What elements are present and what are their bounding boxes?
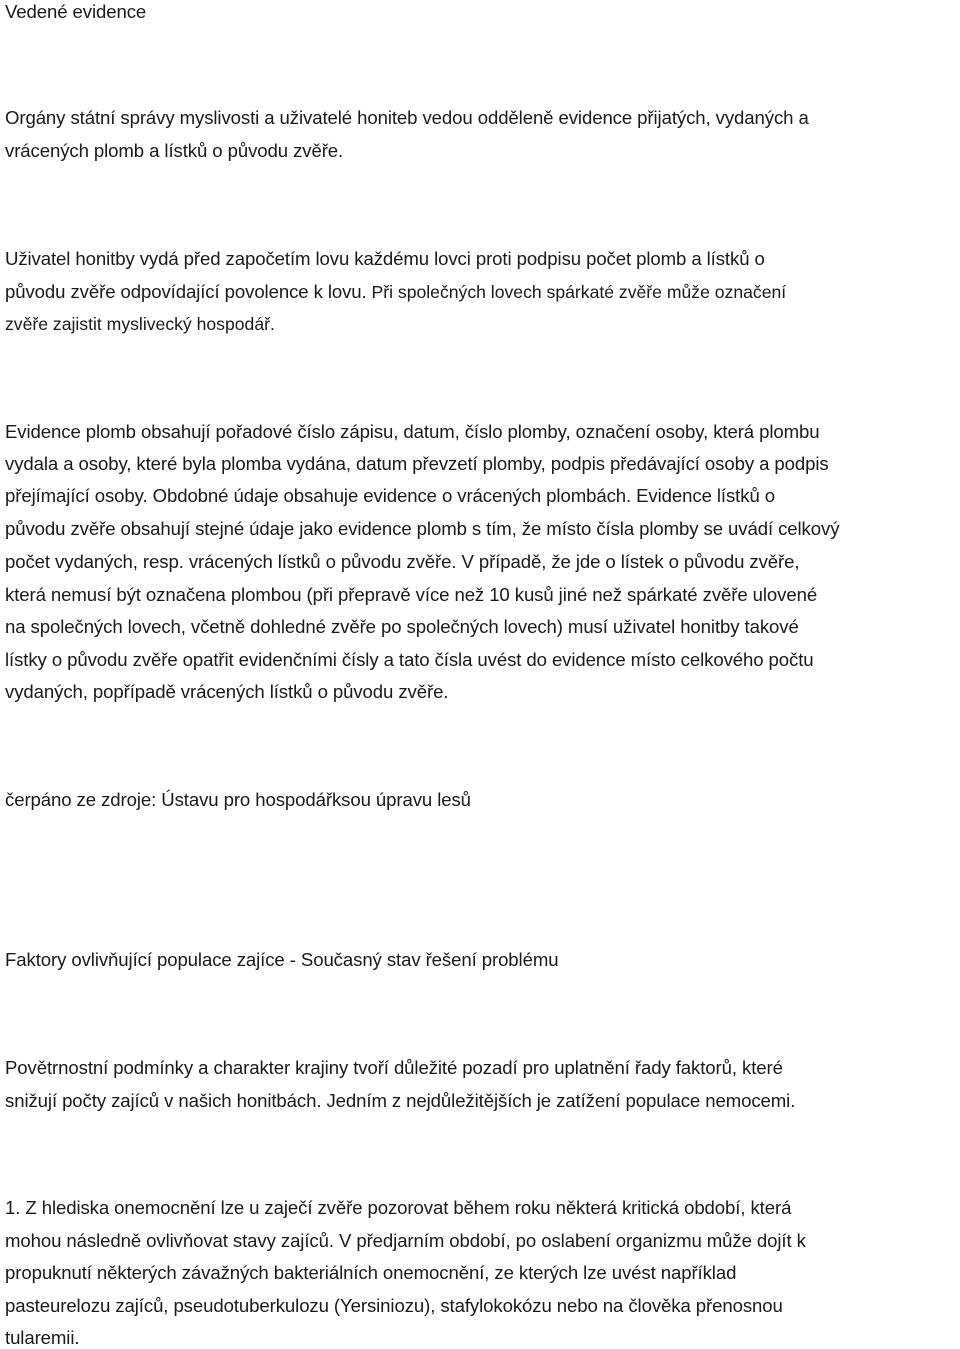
text-line: která nemusí být označena plombou (při přepravě více než 10 kusů jiné než spárkaté zvěře ulovené	[5, 584, 818, 605]
text-line: Orgány státní správy myslivosti a uživatelé honiteb vedou odděleně evidence přijatých, vydaných a	[5, 107, 809, 128]
text-line: Evidence plomb obsahují pořadové číslo zápisu, datum, číslo plomby, označení osoby, která plombu	[5, 421, 820, 442]
text-segment-alt-font: Při společných lovech spárkaté zvěře může označení	[366, 282, 787, 302]
text-line: vrácených plomb a lístků o původu zvěře.	[5, 140, 344, 161]
text-line: pasteurelozu zajíců, pseudotuberkulozu (Yersiniozu), stafylokokózu nebo na člověka přenosnou	[5, 1295, 783, 1316]
text-line: vydala a osoby, které byla plomba vydána, datum převzetí plomby, podpis předávající osoby a podpis	[5, 453, 829, 474]
text-line: původu zvěře obsahují stejné údaje jako evidence plomb s tím, že místo čísla plomby se uvádí celkový	[5, 518, 840, 539]
text-line: snižují počty zajíců v našich honitbách. Jedním z nejdůležitějších je zatížení populace nemocemi.	[5, 1090, 796, 1111]
text-line: mohou následně ovlivňovat stavy zajíců. V předjarním období, po oslabení organizmu může dojít k	[5, 1230, 806, 1251]
text-line: na společných lovech, včetně dohledné zvěře po společných lovech) musí uživatel honitby takové	[5, 616, 799, 637]
text-segment: původu zvěře odpovídající povolence k lovu.	[5, 281, 367, 302]
text-line: přejímající osoby. Obdobné údaje obsahuje evidence o vrácených plombách. Evidence lístků o	[5, 485, 775, 506]
text-line: lístky o původu zvěře opatřit evidenčními čísly a tato čísla uvést do evidence místo celkového počtu	[5, 649, 814, 670]
text-line: propuknutí některých závažných bakteriálních onemocnění, ze kterých lze uvést například	[5, 1262, 737, 1283]
text-line: zvěře zajistit myslivecký hospodář.	[5, 314, 275, 334]
text-line: tularemii.	[5, 1327, 80, 1348]
text-line: Povětrnostní podmínky a charakter krajiny tvoří důležité pozadí pro uplatnění řady faktorů, které	[5, 1057, 783, 1078]
text-line: vydaných, popřípadě vrácených lístků o původu zvěře.	[5, 681, 449, 702]
text-line: Uživatel honitby vydá před započetím lovu každému lovci proti podpisu počet plomb a lístků o	[5, 248, 765, 269]
document-title: Vedené evidence	[5, 1, 147, 22]
source-note: čerpáno ze zdroje: Ústavu pro hospodářksou úpravu lesů	[5, 789, 471, 810]
text-line: počet vydaných, resp. vrácených lístků o původu zvěře. V případě, že jde o lístek o původu zvěře,	[5, 551, 800, 572]
section-heading: Faktory ovlivňující populace zajíce - Současný stav řešení problému	[5, 949, 559, 970]
text-line: 1. Z hlediska onemocnění lze u zaječí zvěře pozorovat během roku některá kritická období, která	[5, 1197, 792, 1218]
text-line	[5, 281, 786, 303]
